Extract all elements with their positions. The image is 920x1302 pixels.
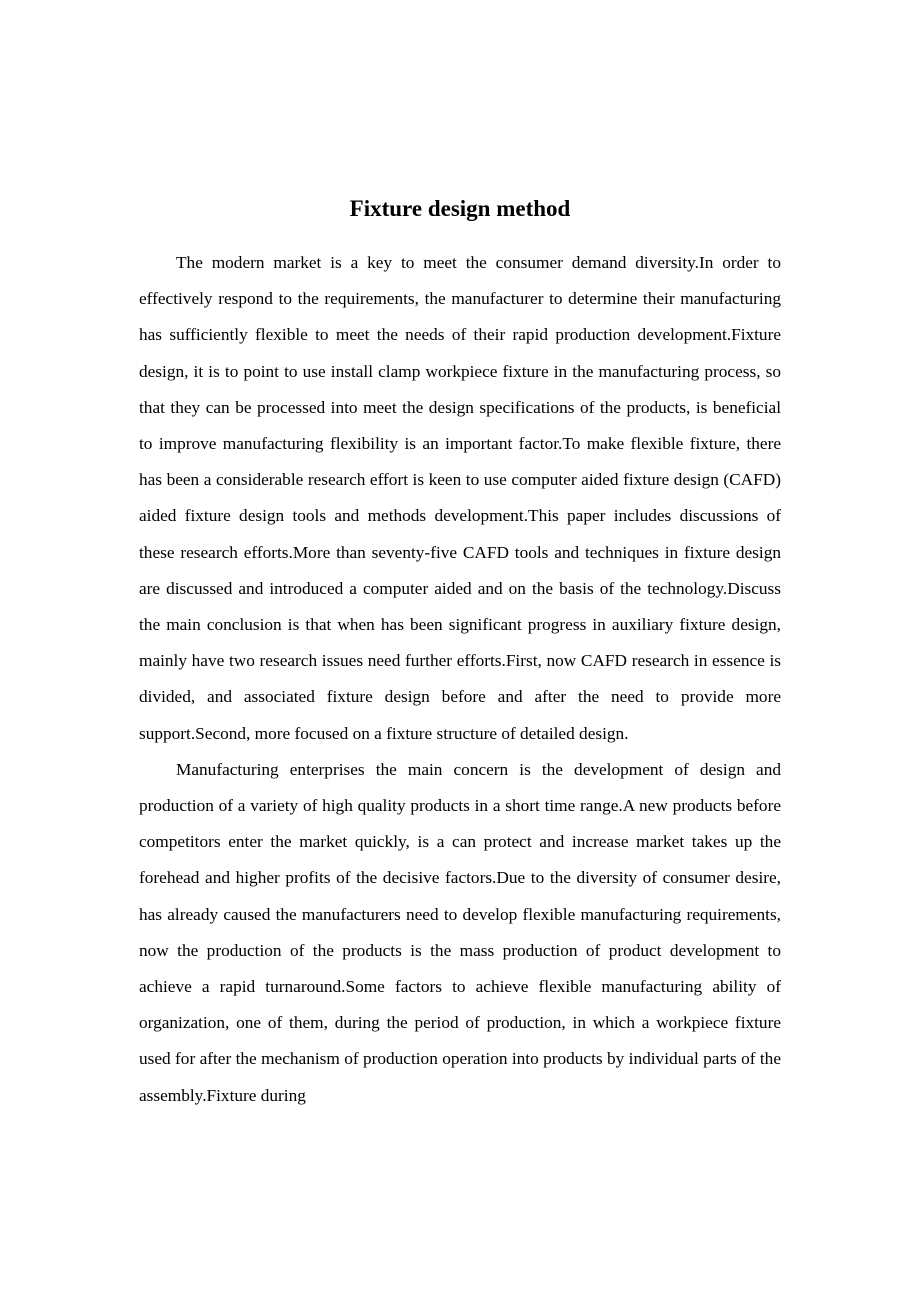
paragraph-2: Manufacturing enterprises the main concern is the development of design and production of a variety of high quality products in a short time range.A new products before competitors enter the market quickly, is a can protect and increase market takes up the forehead and higher profits of the decisive factors.Due to the diversity of consumer desire, has already caused the manufacturers need to develop flexible manufacturing requirements, now the production of the products is the mass production of product development to achieve a rapid turnaround.Some factors to achieve flexible manufacturing ability of organization, one of them, during the period of production, in which a workpiece fixture used for after the mechanism of production operation into products by individual parts of the assembly.Fixture during [139,759,781,1105]
paragraph-1: The modern market is a key to meet the consumer demand diversity.In order to effectively respond to the requirements, the manufacturer to determine their manufacturing has sufficiently flexible to meet the needs of their rapid production development.Fixture design, it is to point to use install clamp workpiece fixture in the manufacturing process, so that they can be processed into meet the design specifications of the products, is beneficial to improve manufacturing flexibility is an important factor.To make flexible fixture, there has been a considerable research effort is keen to use computer aided fixture design (CAFD) aided fixture design tools and methods development.This paper includes discussions of these research efforts.More than seventy-five CAFD tools and techniques in fixture design are discussed and introduced a computer aided and on the basis of the technology.Discuss the main conclusion is that when has been significant progress in auxiliary fixture design, mainly have two research issues need further efforts.First, now CAFD research in essence is divided, and associated fixture design before and after the need to provide more support.Second, more focused on a fixture structure of detailed design. [139,253,781,743]
document-body [139,245,781,1114]
page-title: Fixture design method [349,196,571,221]
